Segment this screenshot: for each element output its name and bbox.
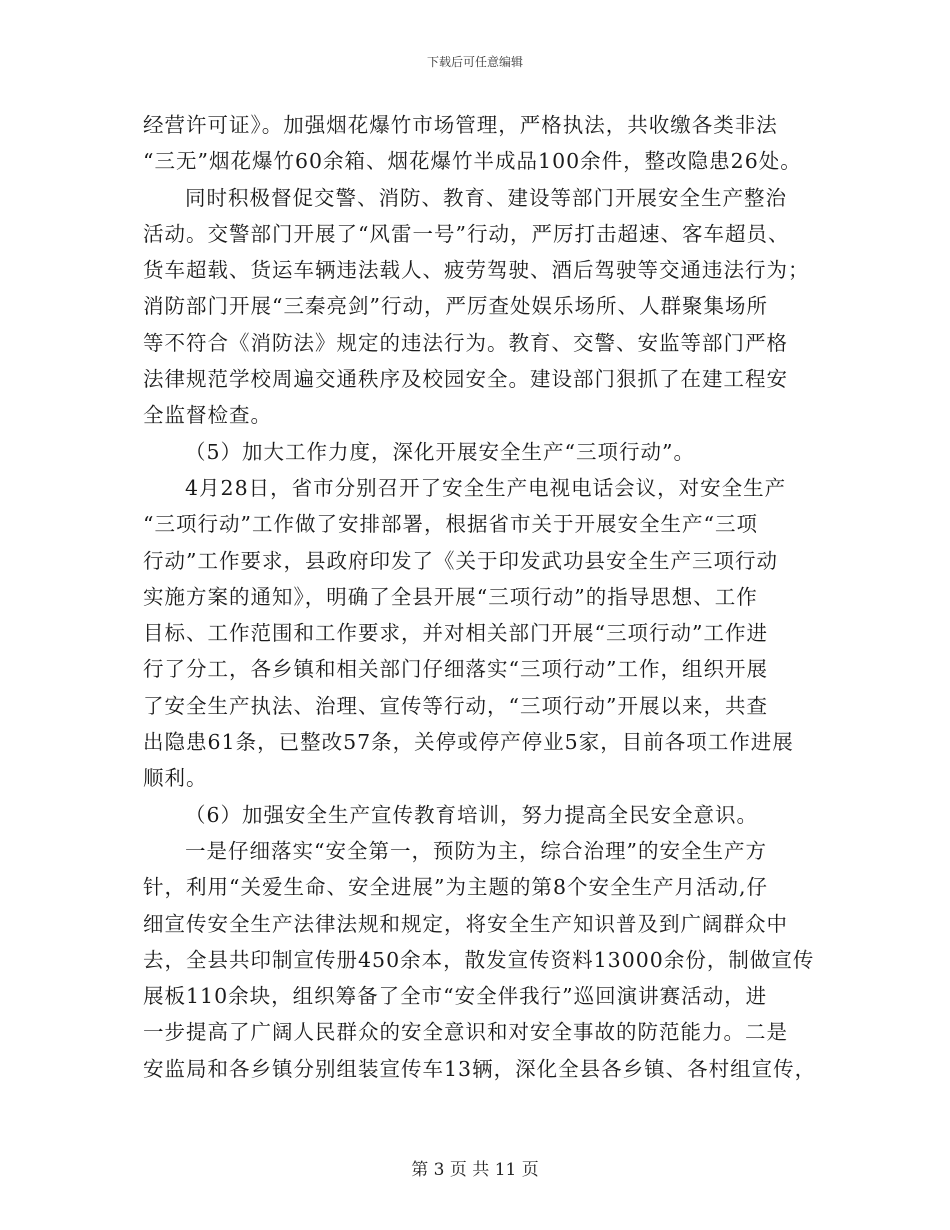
text-line: 了安全生产执法、治理、宣传等行动，“三项行动”开展以来，共查 xyxy=(143,693,768,718)
text-line: 针，利用“关爱生命、安全进展”为主题的第8个安全生产月活动,仔 xyxy=(143,875,769,900)
document-body xyxy=(143,107,823,1087)
text-line: 出隐患61条，已整改57条，关停或停产停业5家，目前各项工作进展 xyxy=(143,730,794,755)
section-heading: （5）加大工作力度，深化开展安全生产“三项行动”。 xyxy=(185,439,696,464)
text-line: 一是仔细落实“安全第一，预防为主，综合治理”的安全生产方 xyxy=(185,838,767,863)
text-line: 细宣传安全生产法律法规和规定，将安全生产知识普及到广阔群众中 xyxy=(143,911,788,936)
text-line: 等不符合《消防法》规定的违法行为。教育、交警、安监等部门严格 xyxy=(143,330,788,355)
text-line: 行了分工，各乡镇和相关部门仔细落实“三项行动”工作，组织开展 xyxy=(143,657,768,682)
text-line: “三项行动”工作做了安排部署，根据省市关于开展安全生产“三项 xyxy=(143,512,758,537)
text-line: 法律规范学校周遍交通秩序及校园安全。建设部门狠抓了在建工程安 xyxy=(143,367,788,392)
text-line: 全监督检查。 xyxy=(143,403,272,428)
text-line: 活动。交警部门开展了“风雷一号”行动，严厉打击超速、客车超员、 xyxy=(143,221,790,246)
text-line: 消防部门开展“三秦亮剑”行动，严厉查处娱乐场所、人群聚集场所 xyxy=(143,294,768,319)
text-line: 目标、工作范围和工作要求，并对相关部门开展“三项行动”工作进 xyxy=(143,621,768,646)
text-line: “三无”烟花爆竹60余箱、烟花爆竹半成品100余件，整改隐患26处。 xyxy=(143,149,802,174)
text-line: 去，全县共印制宣传册450余本，散发宣传资料13000余份，制做宣传 xyxy=(143,947,815,972)
text-line: 行动”工作要求，县政府印发了《关于印发武功县安全生产三项行动 xyxy=(143,548,778,573)
text-line: 货车超载、货运车辆违法载人、疲劳驾驶、酒后驾驶等交通违法行为； xyxy=(143,258,810,283)
page-header: 下载后可任意编辑 xyxy=(426,55,523,69)
text-line: 安监局和各乡镇分别组装宣传车13辆，深化全县各乡镇、各村组宣传， xyxy=(143,1056,817,1081)
page-footer: 第 3 页 共 11 页 xyxy=(411,1160,539,1180)
text-line: 4月28日，省市分别召开了安全生产电视电话会议，对安全生产 xyxy=(185,475,787,500)
text-line: 同时积极督促交警、消防、教育、建设等部门开展安全生产整治 xyxy=(185,185,787,210)
text-line: 实施方案的通知》，明确了全县开展“三项行动”的指导思想、工作 xyxy=(143,584,758,609)
text-line: 顺利。 xyxy=(143,766,208,791)
section-heading: （6）加强安全生产宣传教育培训，努力提高全民安全意识。 xyxy=(185,802,759,827)
text-line: 经营许可证》。加强烟花爆竹市场管理，严格执法，共收缴各类非法 xyxy=(143,113,778,137)
text-line: 展板110余块，组织筹备了全市“安全伴我行”巡回演讲赛活动，进 xyxy=(143,984,768,1009)
text-line: 一步提高了广阔人民群众的安全意识和对安全事故的防范能力。二是 xyxy=(143,1020,788,1045)
